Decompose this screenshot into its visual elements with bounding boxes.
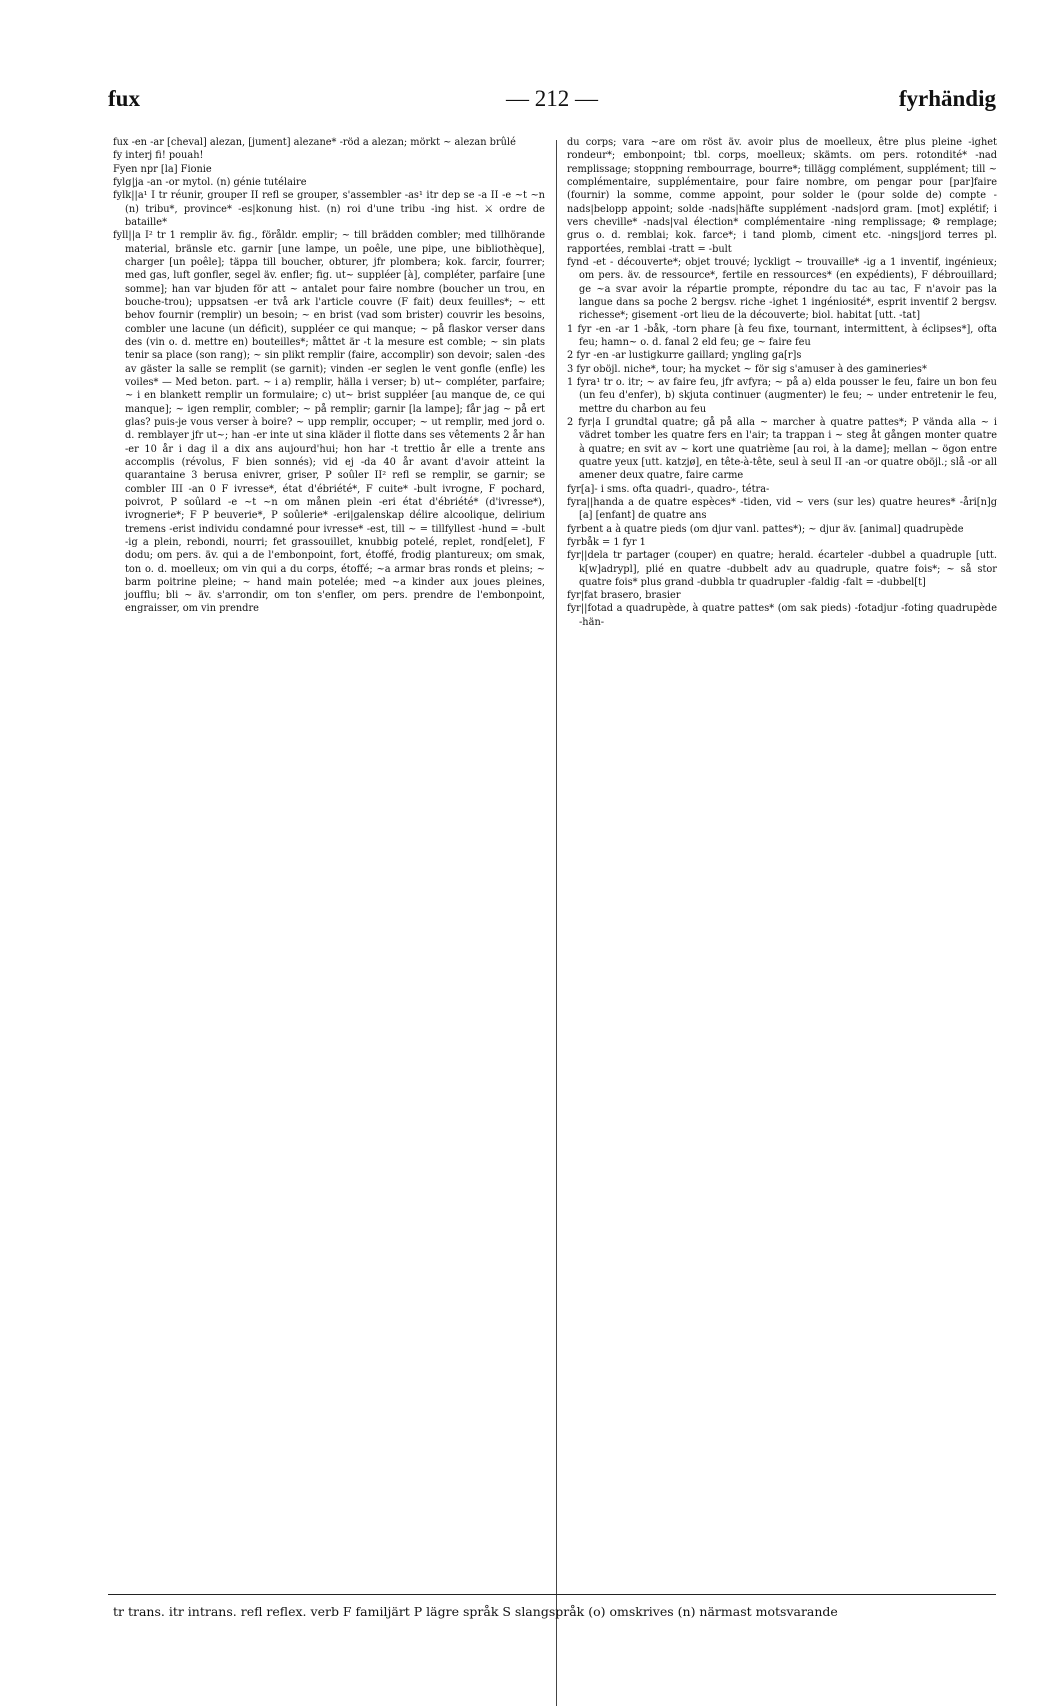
dictionary-entry: fux -en -ar [cheval] alezan, [jument] alezane* -röd a alezan; mörkt ~ alezan brûlé [113, 137, 516, 148]
dictionary-entry: fylg|ja -an -or mytol. (n) génie tutélaire [113, 176, 307, 188]
dictionary-entry: 1 fyr -en -ar 1 -båk, -torn phare [à feu fixe, tournant, intermittent, à éclipses*], ofta feu; hamn~ o. d. fanal 2 eld feu; ge ~ faire feu [567, 323, 997, 348]
left-column [113, 136, 545, 1706]
dictionary-entry: fyll||a I² tr 1 remplir äv. fig., föråldr. emplir; ~ till brädden combler; med tillhörande material, bränsle etc. garnir [une lampe, un poêle, une pipe, une bibliothèque], charger [un poêle]; täppa till boucher, obturer, jfr plombera; kok. farcir, fourrer; med gas, luft gonfler, segel äv. enfler; fig. ut~ suppléer [à], compléter, parfaire [une somme]; han var bjuden för att ~ antalet pour faire nombre (boucher un trou, en bouche-trou); uppsatsen -er två ark l'article couvre (F fait) deux feuilles*; ~ ett behov fournir (remplir) un besoin; ~ en brist (vad som brister) couvrir les besoins, combler une lacune (un déficit), suppléer ce qui manque; ~ på flaskor verser dans des (vin o. d. mettre en) bouteilles*; måttet är -t la mesure est comble; ~ sin plats tenir sa place (son rang); ~ sin plikt remplir (faire, accomplir) son devoir; salen -des av gäster la salle se remplit (se garnit); vinden -er seglen le vent gonfle (enfle) les voiles* — Med beton. part. ~ i a) remplir, hälla i verser; b) ut~ compléter, parfaire; ~ i en blankett remplir un formulaire; c) ut~ brist suppléer [au manque de, ce qui manque]; ~ igen remplir, combler; ~ på remplir; garnir [la lampe]; får jag ~ på ert glas? puis-je vous verser à boire? ~ upp remplir, occuper; ~ ut remplir, med jord o. d. remblayer jfr ut~; han -er inte ut sina kläder il flotte dans ses vêtements 2 år han -er 10 år i dag il a dix ans aujourd'hui; hon har -t trettio år elle a trente ans accomplis (révolus, F bien sonnés); vid ej -da 40 år avant d'avoir atteint la quarantaine 3 berusa enivrer, griser, P soûler II² refl se remplir, se garnir; se combler III -an 0 F ivresse*, état d'ébriété*, F cuite* -bult ivrogne, F pochard, poivrot, P soûlard -e ~t ~n om månen plein -eri état d'ébriété* (d'ivresse*), ivrognerie*; F P beuverie*, P soûlerie* -eri|galenskap délire alcoolique, delirium tremens -erist individu condamné pour ivresse* -est, till ~ = tillfyllest -hund = -bult -ig a plein, rebondi, nourri; fet grassouillet, knubbig potelé, replet, rond[elet], F dodu; om pers. äv. qui a de l'embonpoint, fort, étoffé, frodig plantureux; om smak, ton o. d. moelleux; om vin qui a du corps, étoffé; ~a armar bras ronds et pleins; ~ barm poitrine pleine; ~ hand main potelée; med ~a kinder aux joues pleines, joufflu; bli ~ äv. s'arrondir, om ton s'enfler, om pers. prendre de l'embonpoint, engraisser, om vin prendre [113, 230, 545, 615]
dictionary-entry: du corps; vara ~are om röst äv. avoir plus de moelleux, être plus pleine -ighet rondeur*; embonpoint; tbl. corps, moelleux; skämts. om pers. rotondité* -nad remplissage; stoppning rembourrage, bourre*; tillägg complément, supplément; till ~ complémentaire, supplémentaire, pour faire nombre, om pengar pour [par]faire (fournir) la somme, comme appoint, pour solder le (pour solde de) compte -nads|belopp appoint; solde -nads|häfte supplément -nads|ord gram. [mot] explétif; i vers cheville* -nads|val élection* complémentaire -ning remplissage; ⚙ remplage; grus o. d. remblai; kok. farce*; i tand plomb, ciment etc. -nings|jord terres pl. rapportées, remblai -tratt = -bult [567, 137, 997, 255]
dictionary-entry: fylk||a¹ I tr réunir, grouper II refl se grouper, s'assembler -as¹ itr dep se -a II -e ~t ~n (n) tribu*, province* -es|konung hist. (n) roi d'une tribu -ing hist. ⚔ ordre de bataille* [113, 190, 545, 228]
abbreviation-legend: tr trans. itr intrans. refl reflex. verb F familjärt P lägre språk S slangspråk (o) omskrives (n) närmast motsvarande [113, 1604, 838, 1619]
dictionary-entry: 3 fyr oböjl. niche*, tour; ha mycket ~ för sig s'amuser à des gamineries* [567, 363, 927, 375]
footer-rule [108, 1594, 996, 1595]
page-number: — 212 — [506, 86, 598, 111]
dictionary-entry: Fyen npr [la] Fionie [113, 163, 212, 175]
dictionary-entry: 1 fyra¹ tr o. itr; ~ av faire feu, jfr avfyra; ~ på a) elda pousser le feu, faire un bon feu (un feu d'enfer), b) skjuta continuer (augmenter) le feu; ~ under entretenir le feu, mettre du charbon au feu [567, 376, 997, 415]
header-right-guide-word: fyrhändig [898, 86, 996, 111]
dictionary-entry: fyr||dela tr partager (couper) en quatre; herald. écarteler -dubbel a quadruple [utt. k[w]adrypl], plié en quatre -dubbelt adv au quadruple, quatre fois*; ~ så stor quatre fois* plus grand -dubbla tr quadrupler -faldig -falt = -dubbel[t] [567, 550, 997, 588]
dictionary-entry: fyra||handa a de quatre espèces* -tiden, vid ~ vers (sur les) quatre heures* -åri[n]g [a] [enfant] de quatre ans [567, 496, 997, 522]
right-column [567, 136, 997, 1706]
dictionary-entry: fyr[a]- i sms. ofta quadri-, quadro-, tétra- [567, 483, 770, 495]
dictionary-entry: 2 fyr -en -ar lustigkurre gaillard; yngling ga[r]s [567, 350, 802, 362]
column-divider [556, 140, 557, 1706]
page-header [108, 86, 996, 126]
dictionary-entry: fy interj fi! pouah! [113, 150, 204, 162]
dictionary-entry: fyrbåk = 1 fyr 1 [567, 536, 646, 548]
header-left-guide-word: fux [108, 86, 140, 111]
dictionary-entry: fyr||fotad a quadrupède, à quatre pattes* (om sak pieds) -fotadjur -foting quadrupède -hän- [567, 603, 997, 628]
dictionary-entry: 2 fyr|a I grundtal quatre; gå på alla ~ marcher à quatre pattes*; P vända alla ~ i vädret tomber les quatre fers en l'air; ta trappan i ~ steg åt gången monter quatre à quatre; en svit av ~ kort une quatrième [au roi, à la dame]; mellan ~ ögon entre quatre yeux [utt. katzjø], en tête-à-tête, seul à seul II -an -or quatre oböjl.; slå -or all amener deux quatre, faire carme [567, 416, 997, 482]
dictionary-entry: fynd -et - découverte*; objet trouvé; lyckligt ~ trouvaille* -ig a 1 inventif, ingénieux; om pers. äv. de ressource*, fertile en ressources* (en expédients), F débrouillard; ge ~a svar avoir la répartie prompte, répondre du tac au tac, F n'avoir pas la langue dans sa poche 2 bergsv. riche -ighet 1 ingéniosité*, esprit inventif 2 bergsv. richesse*; gisement -ort lieu de la découverte; biol. habitat [utt. -tat] [567, 256, 997, 322]
dictionary-entry: fyr|fat brasero, brasier [567, 590, 681, 602]
dictionary-entry: fyrbent a à quatre pieds (om djur vanl. pattes*); ~ djur äv. [animal] quadrupède [567, 523, 964, 535]
